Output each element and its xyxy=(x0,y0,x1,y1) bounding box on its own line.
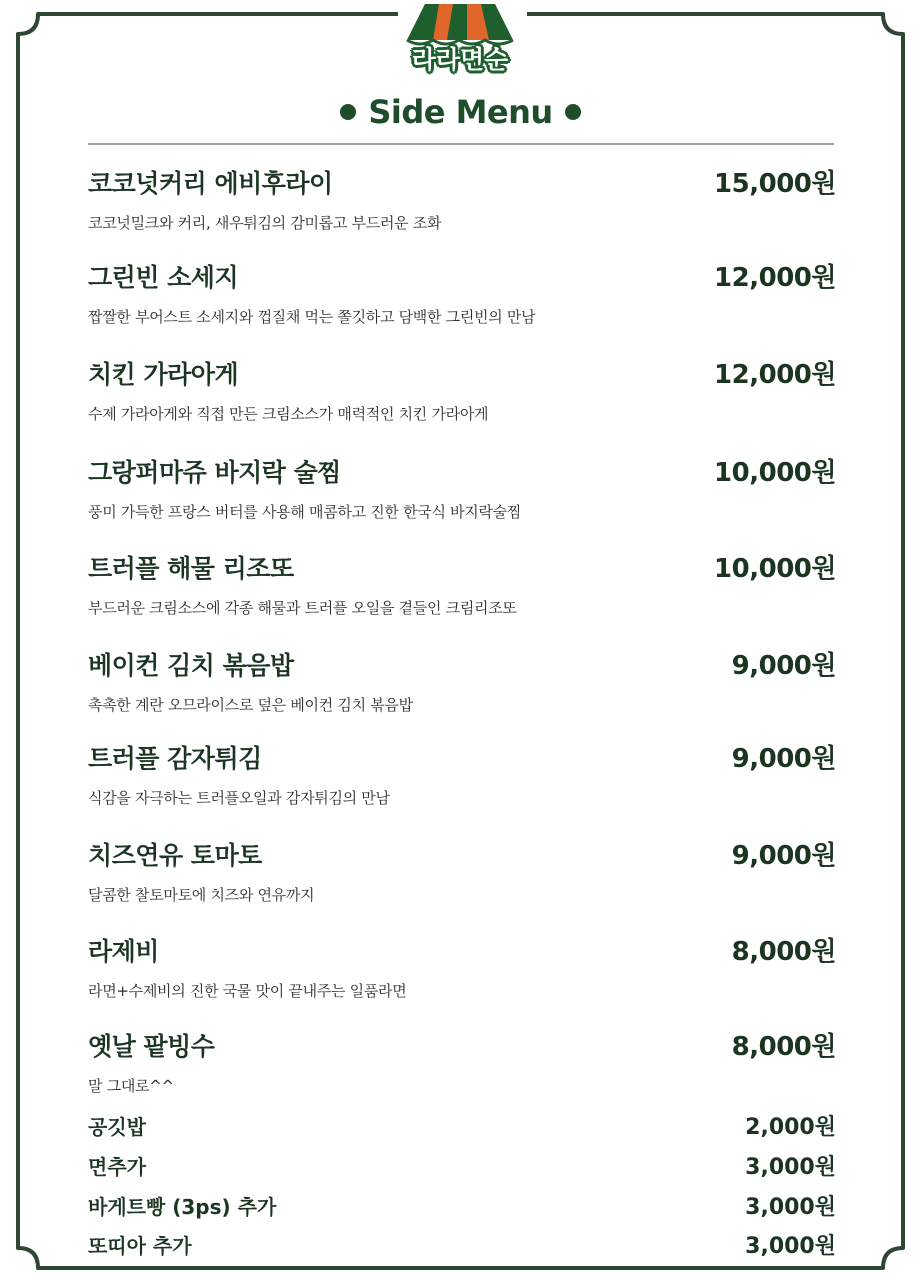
menu-item xyxy=(88,257,836,327)
menu-item xyxy=(88,738,836,808)
brand-logo xyxy=(395,0,525,82)
menu-item-desc: 달콤한 찰토마토에 치즈와 연유까지 xyxy=(88,886,315,904)
extra-item-name: 또띠아 추가 xyxy=(88,1234,192,1258)
extra-item-price: 3,000원 xyxy=(745,1195,836,1220)
menu-item-desc: 코코넛밀크와 커리, 새우튀김의 감미롭고 부드러운 조화 xyxy=(88,214,442,232)
menu-item-name: 옛날 팥빙수 xyxy=(88,1032,215,1061)
menu-item xyxy=(88,354,836,424)
extra-item-name: 공깃밥 xyxy=(88,1115,146,1139)
extra-item-name: 면추가 xyxy=(88,1155,146,1179)
brand-logo-text: 라라면순 xyxy=(411,45,509,74)
menu-item-desc: 라면+수제비의 진한 국물 맛이 끝내주는 일품라면 xyxy=(88,982,407,1000)
menu-item-name: 트러플 감자튀김 xyxy=(88,744,262,773)
menu-item-name: 트러플 해물 리조또 xyxy=(88,554,294,583)
menu-item-desc: 말 그대로^^ xyxy=(88,1077,174,1095)
menu-item xyxy=(88,645,836,715)
menu-item-name: 코코넛커리 에비후라이 xyxy=(88,169,333,198)
dot-icon xyxy=(340,104,356,120)
menu-item xyxy=(88,931,836,1001)
menu-item-desc: 풍미 가득한 프랑스 버터를 사용해 매콤하고 진한 한국식 바지락술찜 xyxy=(88,503,522,521)
menu-item xyxy=(88,835,836,905)
menu-item-desc: 짭짤한 부어스트 소세지와 껍질채 먹는 쫄깃하고 담백한 그린빈의 만남 xyxy=(88,308,536,326)
menu-item-price: 8,000원 xyxy=(731,937,836,967)
menu-item xyxy=(88,1026,836,1096)
menu-item-price: 12,000원 xyxy=(714,360,836,390)
menu-item-desc: 식감을 자극하는 트러플오일과 감자튀김의 만남 xyxy=(88,789,390,807)
menu-item xyxy=(88,548,836,618)
menu-item-desc: 수제 가라아게와 직접 만든 크림소스가 매력적인 치킨 가라아게 xyxy=(88,405,489,423)
menu-item-price: 15,000원 xyxy=(714,169,836,199)
extra-item-price: 2,000원 xyxy=(745,1115,836,1140)
dot-icon xyxy=(565,104,581,120)
menu-item-name: 치즈연유 토마토 xyxy=(88,841,262,870)
menu-item xyxy=(88,452,836,522)
menu-item-price: 12,000원 xyxy=(714,263,836,293)
menu-item-price: 9,000원 xyxy=(731,744,836,774)
menu-item-price: 9,000원 xyxy=(731,841,836,871)
menu-item-name: 베이컨 김치 볶음밥 xyxy=(88,651,294,680)
menu-item-price: 8,000원 xyxy=(731,1032,836,1062)
menu-item-name: 그랑퍼마쥬 바지락 술찜 xyxy=(88,458,341,487)
menu-item-name: 라제비 xyxy=(88,937,159,966)
extra-item xyxy=(88,1190,836,1221)
extra-item xyxy=(88,1229,836,1260)
extra-item-price: 3,000원 xyxy=(745,1155,836,1180)
page-title: Side Menu xyxy=(368,93,553,131)
extra-item-price: 3,000원 xyxy=(745,1234,836,1259)
menu-item xyxy=(88,163,836,233)
menu-item-desc: 부드러운 크림소스에 각종 해물과 트러플 오일을 곁들인 크림리조또 xyxy=(88,599,517,617)
menu-item-name: 그린빈 소세지 xyxy=(88,263,239,292)
extra-item-name: 바게트빵 (3ps) 추가 xyxy=(88,1195,277,1219)
title-divider xyxy=(88,143,834,145)
extra-item xyxy=(88,1110,836,1141)
menu-item-price: 9,000원 xyxy=(731,651,836,681)
extra-item xyxy=(88,1150,836,1181)
menu-item-desc: 촉촉한 계란 오므라이스로 덮은 베이컨 김치 볶음밥 xyxy=(88,696,413,714)
menu-item-name: 치킨 가라아게 xyxy=(88,360,239,389)
menu-item-price: 10,000원 xyxy=(714,458,836,488)
menu-item-price: 10,000원 xyxy=(714,554,836,584)
section-title xyxy=(0,88,921,136)
